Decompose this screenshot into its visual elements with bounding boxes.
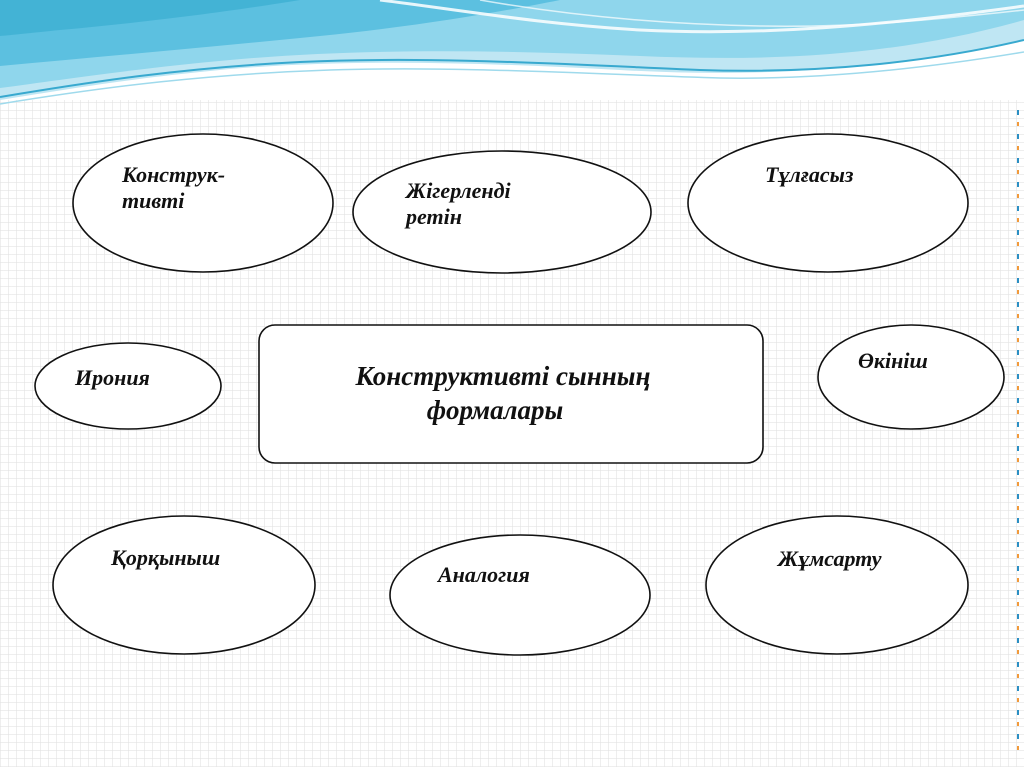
node-analogiya-ellipse [390,535,650,655]
center-title-line-1: Конструктивті сынның [355,361,651,391]
center-title [259,360,763,428]
node-zhigerlendi-label [406,178,511,231]
node-zhumsartu-ellipse [706,516,968,654]
node-analogiya-label: Аналогия [438,562,530,587]
center-title-line-2: формалары [426,394,564,425]
node-okinish-label: Өкініш [858,348,928,373]
node-qorqynysh-ellipse [53,516,315,654]
node-zhumsartu-label: Жұмсарту [778,546,882,571]
node-konstruktivti-line-1: Конструк- [122,162,226,187]
node-konstruktivti-label [122,162,225,215]
node-qorqynysh-label: Қорқыныш [111,545,221,570]
node-tulgasyz-label: Тұлғасыз [765,162,854,187]
node-tulgasyz-ellipse [688,134,968,272]
node-zhigerlendi-line-2: ретін [406,204,462,230]
node-zhigerlendi-line-1: Жігерленді [406,178,511,203]
node-konstruktivti-line-2: тивті [122,188,185,214]
node-okinish-ellipse [818,325,1004,429]
node-ironiya-label: Ирония [75,365,150,390]
